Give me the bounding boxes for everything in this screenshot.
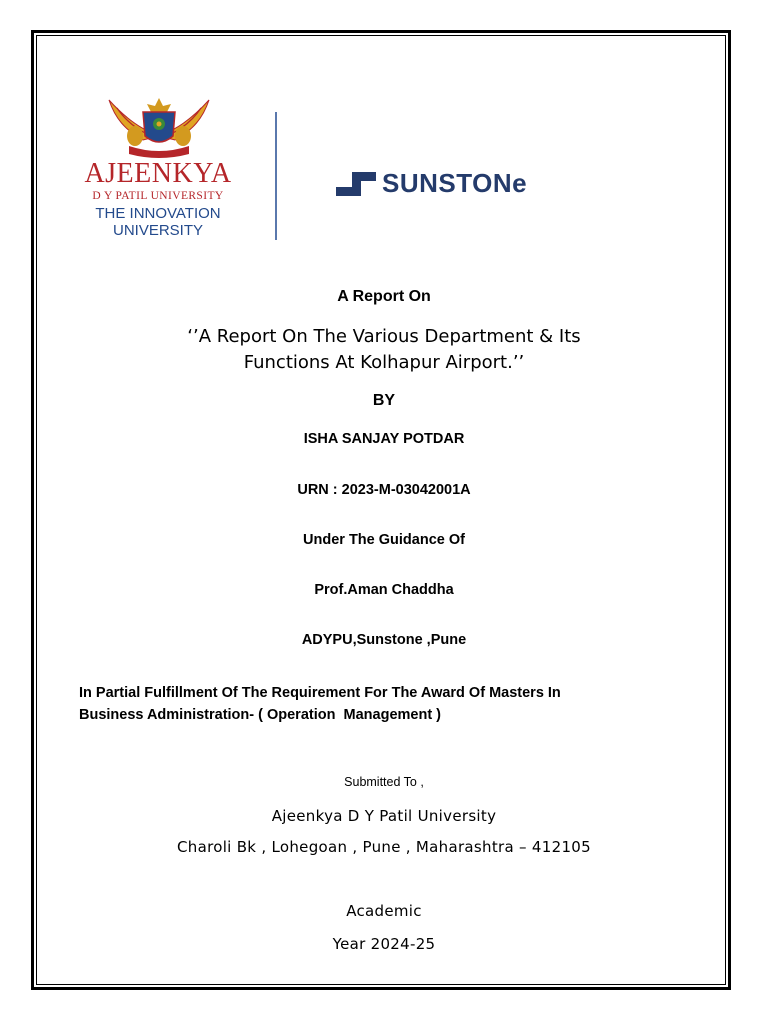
sunstone-wordmark: SUNSTONe <box>382 168 528 198</box>
university-address: Charoli Bk , Lohegoan , Pune , Maharashtra – 412105 <box>177 838 591 856</box>
report-title-line2: Functions At Kolhapur Airport.’’ <box>243 352 525 373</box>
academic-label: Academic <box>346 902 422 920</box>
urn-number: URN : 2023-M-03042001A <box>297 482 471 498</box>
report-title <box>0 324 768 376</box>
ajeenkya-subtitle: D Y PATIL UNIVERSITY <box>92 190 224 202</box>
logo-divider <box>275 112 277 240</box>
crest-icon <box>103 96 215 162</box>
author-name: ISHA SANJAY POTDAR <box>303 431 465 447</box>
fulfillment-line2: Business Administration- ( Operation Management ) <box>79 707 442 723</box>
report-title-line1: ‘’A Report On The Various Department & Its <box>187 326 581 347</box>
institution-name: ADYPU,Sunstone ,Pune <box>301 632 467 648</box>
ajeenkya-name: AJEENKYA <box>84 158 232 189</box>
fulfillment-statement <box>79 682 699 726</box>
report-heading: A Report On <box>337 288 431 305</box>
ajeenkya-logo <box>78 96 258 246</box>
sunstone-logo <box>336 168 556 200</box>
ajeenkya-tagline <box>78 205 238 239</box>
ajeenkya-tagline-line2: UNIVERSITY <box>112 222 203 239</box>
guide-name: Prof.Aman Chaddha <box>314 582 454 598</box>
university-name: Ajeenkya D Y Patil University <box>271 807 497 825</box>
by-label: BY <box>372 392 396 409</box>
ajeenkya-tagline-line1: THE INNOVATION <box>95 205 221 222</box>
sunstone-mark-icon <box>336 172 376 196</box>
submitted-to-label: Submitted To , <box>344 775 424 789</box>
guidance-label: Under The Guidance Of <box>303 532 465 548</box>
academic-year: Year 2024-25 <box>332 935 436 953</box>
fulfillment-line1: In Partial Fulfillment Of The Requirement For The Award Of Masters In <box>79 685 561 701</box>
